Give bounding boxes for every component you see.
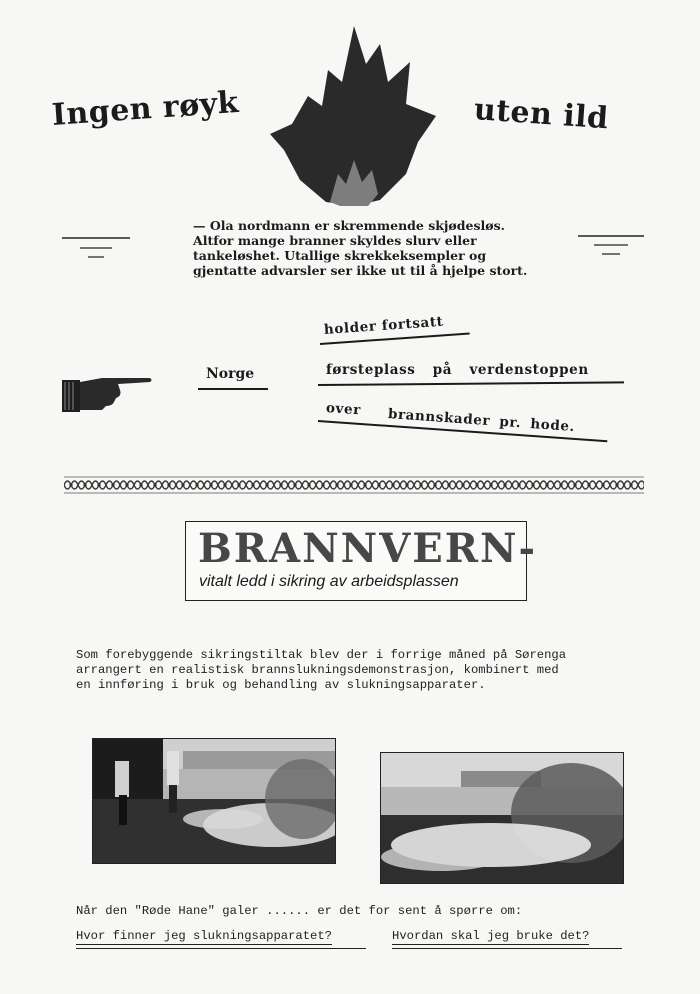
- underline: [198, 388, 268, 390]
- decorative-rule-left: [62, 236, 132, 266]
- statement-line-3b: brannskader pr. hode.: [387, 406, 576, 436]
- flame-icon: [268, 24, 440, 208]
- title-left: Ingen røyk: [50, 84, 240, 133]
- title-right: uten ild: [472, 92, 610, 137]
- underline: [318, 381, 624, 386]
- underline: [76, 948, 366, 949]
- banner-subtitle: vitalt ledd i sikring av arbeidsplassen: [199, 573, 459, 590]
- decorative-rule-right: [578, 234, 648, 264]
- statement-line-1: holder fortsatt: [323, 313, 445, 338]
- underline: [392, 948, 622, 949]
- subject-norge: Norge: [206, 366, 255, 382]
- footer-lead: Når den "Røde Hane" galer ...... er det for sent å spørre om:: [76, 904, 523, 918]
- intro-paragraph: — Ola nordmann er skremmende skjødesløs. Altfor mange branner skyldes slurv eller tankeløshet. Utallige skrekkeksempler og gjentatte advarsler ser ikke ut til å hjelpe stort.: [193, 218, 528, 278]
- pointing-hand-icon: [62, 372, 154, 414]
- statement-line-3a: over: [325, 400, 362, 419]
- question-1: Hvor finner jeg slukningsapparatet?: [76, 929, 332, 943]
- ornamental-border: [64, 474, 644, 496]
- statement-line-2: førsteplass på verdenstoppen: [326, 362, 589, 378]
- question-2: Hvordan skal jeg bruke det?: [392, 929, 590, 943]
- banner-title: BRANNVERN-: [198, 525, 538, 572]
- photo-fire-demonstration-1: [92, 738, 336, 864]
- body-paragraph: Som forebyggende sikringstiltak blev der i forrige måned på Sørenga arrangert en realistisk brannslukningsdemonstrasjon, kombinert med en innføring i bruk og behandling av slukningsapparater.: [76, 648, 567, 692]
- photo-fire-demonstration-2: [380, 752, 624, 884]
